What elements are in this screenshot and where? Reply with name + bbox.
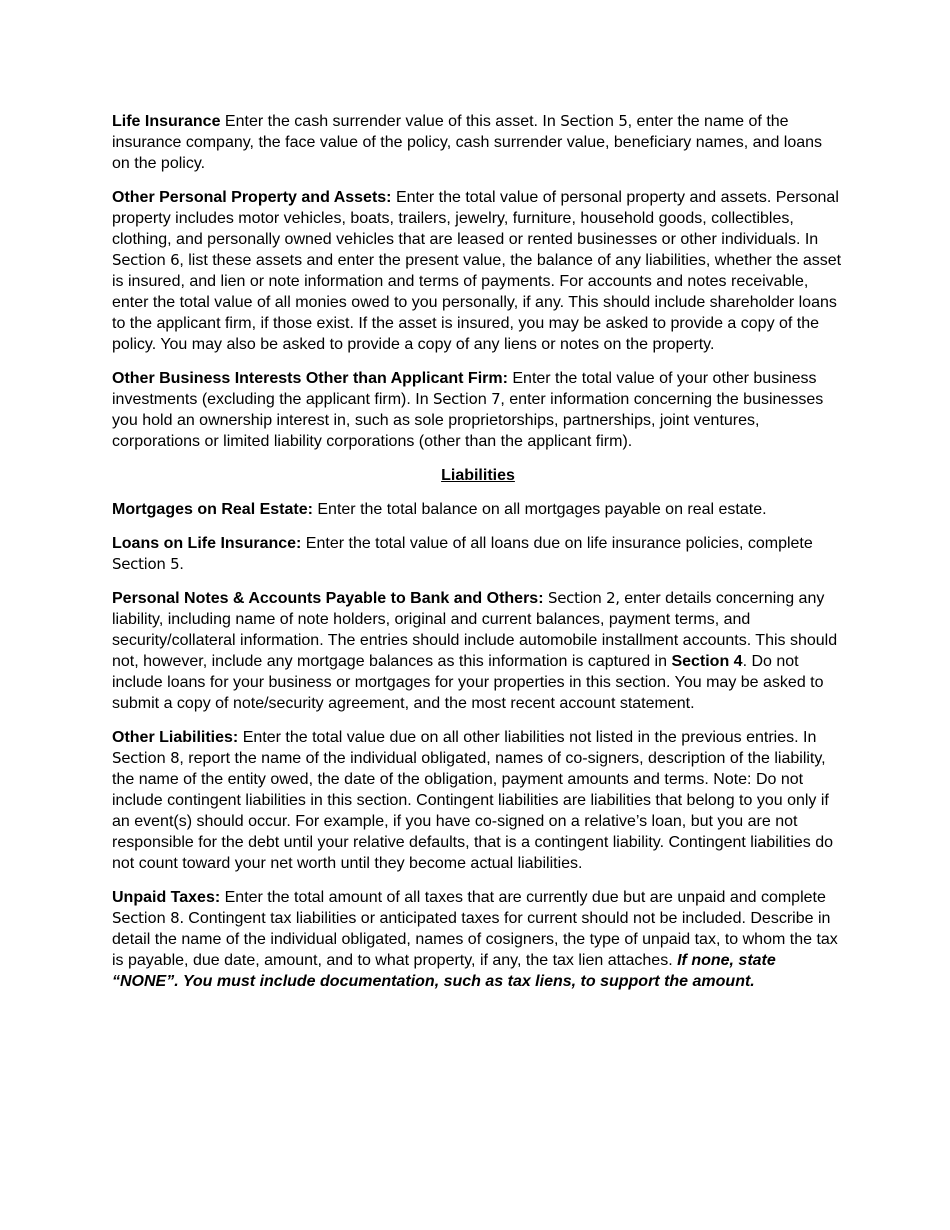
- personal-notes-paragraph: [112, 588, 844, 714]
- life-insurance-text-1: Enter the cash surrender value of this asset. In: [220, 113, 561, 130]
- other-business-interests-text-1: Enter the total value of your other business investments (excluding the applicant firm). In: [112, 370, 817, 408]
- section-2-reference: Section 2,: [547, 589, 620, 607]
- section-8-reference: Section 8: [112, 749, 180, 767]
- section-8-reference: Section 8.: [112, 909, 184, 927]
- loans-life-insurance-text-2: .: [179, 556, 184, 573]
- mortgages-paragraph: [112, 499, 844, 520]
- section-4-reference: Section 4: [671, 653, 743, 670]
- unpaid-taxes-paragraph: [112, 887, 844, 992]
- section-6-reference: Section 6: [112, 251, 180, 269]
- other-liabilities-term: Other Liabilities:: [112, 729, 239, 746]
- unpaid-taxes-emphasis: If none, state “NONE”. You must include documentation, such as tax liens, to support the amount.: [112, 952, 776, 990]
- section-7-reference: Section 7: [433, 390, 501, 408]
- loans-life-insurance-paragraph: [112, 533, 844, 575]
- personal-notes-text-2: . Do not include loans for your business or mortgages for your properties in this section. You may be asked to submit a copy of note/security agreement, and the most recent account statement.: [112, 653, 824, 712]
- life-insurance-term: Life Insurance: [112, 113, 221, 130]
- loans-life-insurance-text-1: Enter the total value of all loans due on life insurance policies, complete: [301, 535, 813, 552]
- mortgages-text: Enter the total balance on all mortgages payable on real estate.: [312, 501, 767, 518]
- loans-life-insurance-term: Loans on Life Insurance:: [112, 535, 302, 552]
- unpaid-taxes-text-1: Enter the total amount of all taxes that are currently due but are unpaid and complete: [220, 889, 826, 906]
- other-liabilities-text-1: Enter the total value due on all other liabilities not listed in the previous entries. In: [238, 729, 817, 746]
- personal-notes-text-1: enter details concerning any liability, including name of note holders, original and current balances, payment terms, and security/collateral information. The entries should include automobile installment accounts. This should not, however, include any mortgage balances as this information is captured in: [112, 590, 838, 670]
- other-business-interests-paragraph: [112, 368, 844, 452]
- other-personal-property-paragraph: [112, 187, 844, 355]
- life-insurance-text-2: , enter the name of the insurance company, the face value of the policy, cash surrender value, beneficiary names, and loans on the policy.: [112, 113, 823, 172]
- other-liabilities-paragraph: [112, 727, 844, 874]
- other-personal-property-text-2: , list these assets and enter the present value, the balance of any liabilities, whether the asset is insured, and lien or note information and terms of payments. For accounts and notes receivable, enter the total value of all monies owed to you personally, if any. This should include shareholder loans to the applicant firm, if those exist. If the asset is insured, you may be asked to provide a copy of the policy. You may also be asked to provide a copy of any liens or notes on the property.: [112, 252, 842, 353]
- liabilities-heading: Liabilities: [441, 467, 515, 484]
- other-personal-property-text-1: Enter the total value of personal property and assets. Personal property includes motor vehicles, boats, trailers, jewelry, furniture, household goods, collectibles, clothing, and personally owned vehicles that are leased or rented businesses or other individuals. In: [112, 189, 839, 248]
- personal-notes-term: Personal Notes & Accounts Payable to Bank and Others:: [112, 590, 544, 607]
- unpaid-taxes-term: Unpaid Taxes:: [112, 889, 221, 906]
- section-5-reference: Section 5: [112, 555, 180, 573]
- section-5-reference: Section 5: [560, 112, 628, 130]
- other-business-interests-term: Other Business Interests Other than Applicant Firm:: [112, 370, 508, 387]
- mortgages-term: Mortgages on Real Estate:: [112, 501, 313, 518]
- other-liabilities-text-2: , report the name of the individual obligated, names of co-signers, description of the liability, the name of the entity owed, the date of the obligation, payment amounts and terms. Note: Do not include contingent liabilities in this section. Contingent liabilities are liabilities that belong to you only if an event(s) should occur. For example, if you have co-signed on a relative’s loan, but you are not responsible for the debt until your relative defaults, that is a contingent liability. Contingent liabilities do not count toward your net worth until they become actual liabilities.: [112, 750, 834, 872]
- other-business-interests-text-2: , enter information concerning the businesses you hold an ownership interest in, such as sole proprietorships, partnerships, joint ventures, corporations or limited liability corporations (other than the applicant firm).: [112, 391, 824, 450]
- unpaid-taxes-text-2: Contingent tax liabilities or anticipated taxes for current should not be included. Describe in detail the name of the individual obligated, names of cosigners, the type of unpaid tax, to whom the tax is payable, due date, amount, and to what property, if any, the tax lien attaches.: [112, 910, 838, 969]
- document-page: [112, 111, 844, 1005]
- life-insurance-paragraph: [112, 111, 844, 174]
- other-personal-property-term: Other Personal Property and Assets:: [112, 189, 392, 206]
